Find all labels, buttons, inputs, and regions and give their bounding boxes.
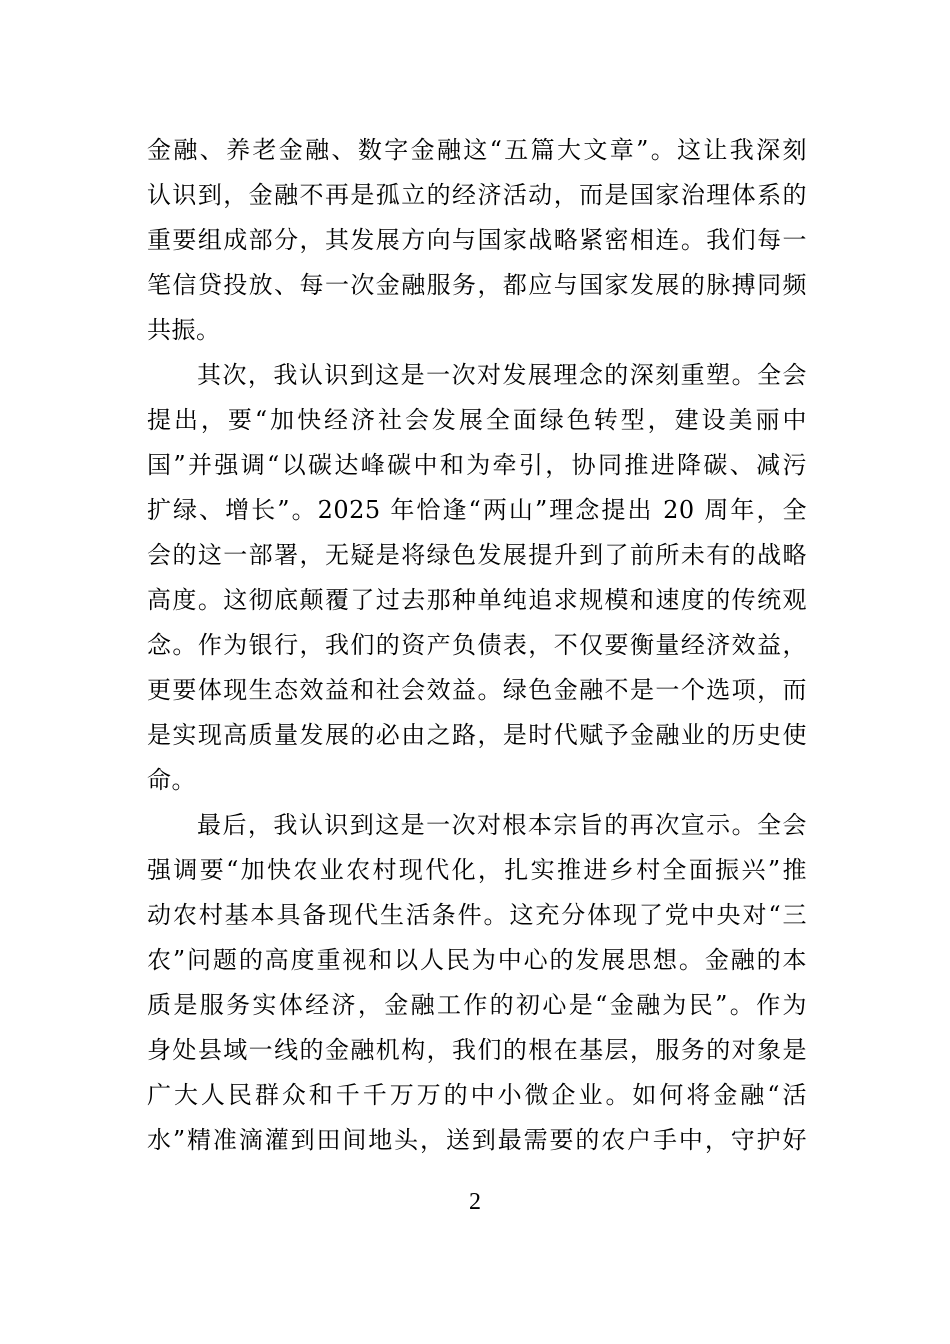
- text-line: 共振。: [147, 316, 221, 344]
- text-line: 会的这一部署，无疑是将绿色发展提升到了前所未有的战略: [147, 541, 807, 569]
- text-line: 扩绿、增长”。2025 年恰逢“两山”理念提出 20 周年，全: [147, 496, 807, 524]
- text-line: 笔信贷投放、每一次金融服务，都应与国家发展的脉搏同频: [147, 271, 807, 299]
- text-line: 强调要“加快农业农村现代化，扎实推进乡村全面振兴”推: [147, 856, 807, 884]
- text-line: 身处县域一线的金融机构，我们的根在基层，服务的对象是: [147, 1036, 807, 1064]
- text-line: 念。作为银行，我们的资产负债表，不仅要衡量经济效益，: [147, 631, 807, 659]
- text-line: 质是服务实体经济，金融工作的初心是“金融为民”。作为: [147, 991, 807, 1019]
- text-line: 金融、养老金融、数字金融这“五篇大文章”。这让我深刻: [147, 136, 807, 164]
- text-line: 更要体现生态效益和社会效益。绿色金融不是一个选项，而: [147, 676, 807, 704]
- text-line: 其次，我认识到这是一次对发展理念的深刻重塑。全会: [197, 361, 807, 389]
- paragraph-1: [147, 128, 807, 353]
- text-line: 命。: [147, 766, 196, 794]
- text-line: 重要组成部分，其发展方向与国家战略紧密相连。我们每一: [147, 226, 807, 254]
- text-line: 广大人民群众和千千万万的中小微企业。如何将金融“活: [147, 1081, 807, 1109]
- text-line: 农”问题的高度重视和以人民为中心的发展思想。金融的本: [147, 946, 807, 974]
- document-body: [147, 128, 807, 1163]
- paragraph-2: [147, 353, 807, 803]
- text-line: 认识到，金融不再是孤立的经济活动，而是国家治理体系的: [147, 181, 807, 209]
- text-line: 动农村基本具备现代生活条件。这充分体现了党中央对“三: [147, 901, 807, 929]
- text-line: 水”精准滴灌到田间地头，送到最需要的农户手中，守护好: [147, 1126, 807, 1154]
- text-line: 高度。这彻底颠覆了过去那种单纯追求规模和速度的传统观: [147, 586, 807, 614]
- paragraph-3: [147, 803, 807, 1163]
- text-line: 国”并强调“以碳达峰碳中和为牵引，协同推进降碳、减污: [147, 451, 807, 479]
- text-line: 是实现高质量发展的必由之路，是时代赋予金融业的历史使: [147, 721, 807, 749]
- text-line: 提出，要“加快经济社会发展全面绿色转型，建设美丽中: [147, 406, 807, 434]
- page-number: 2: [469, 1189, 481, 1215]
- text-line: 最后，我认识到这是一次对根本宗旨的再次宣示。全会: [197, 811, 807, 839]
